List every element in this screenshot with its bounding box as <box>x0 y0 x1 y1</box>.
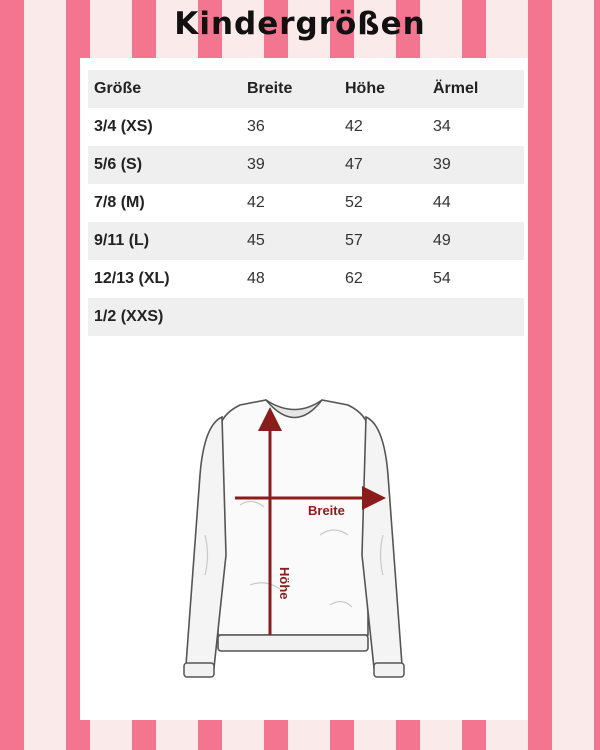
header-sleeve: Ärmel <box>433 80 479 97</box>
cell-sleeve: 54 <box>433 270 451 287</box>
cell-size: 1/2 (XXS) <box>94 308 164 325</box>
table-row <box>88 298 524 336</box>
width-label: Breite <box>308 503 345 518</box>
cell-sleeve: 39 <box>433 156 451 173</box>
cell-sleeve: 44 <box>433 194 451 211</box>
cell-size: 7/8 (M) <box>94 194 145 211</box>
cell-size: 12/13 (XL) <box>94 270 170 287</box>
header-height: Höhe <box>345 80 385 97</box>
page-title: Kindergrößen <box>174 6 426 42</box>
table-row <box>88 260 524 298</box>
table-header-row <box>88 70 524 108</box>
sweatshirt-icon <box>100 335 480 695</box>
cell-height: 52 <box>345 194 363 211</box>
cell-height: 47 <box>345 156 363 173</box>
header-width: Breite <box>247 80 293 97</box>
left-cuff <box>184 663 214 677</box>
cell-width: 36 <box>247 118 265 135</box>
sweatshirt-body <box>218 400 368 635</box>
hem-band <box>218 635 368 651</box>
cell-width: 39 <box>247 156 265 173</box>
cell-size: 9/11 (L) <box>94 232 150 249</box>
cell-height: 42 <box>345 118 363 135</box>
size-table <box>88 70 524 336</box>
table-row <box>88 222 524 260</box>
height-label: Höhe <box>277 567 292 600</box>
cell-sleeve: 34 <box>433 118 451 135</box>
header-size: Größe <box>94 80 142 97</box>
cell-height <box>339 298 427 336</box>
table-row <box>88 108 524 146</box>
cell-height: 62 <box>345 270 363 287</box>
title-band <box>0 0 600 58</box>
cell-sleeve: 49 <box>433 232 451 249</box>
cell-width <box>241 298 339 336</box>
cell-width: 45 <box>247 232 265 249</box>
cell-width: 42 <box>247 194 265 211</box>
sweatshirt-diagram <box>100 335 480 695</box>
cell-width: 48 <box>247 270 265 287</box>
cell-size: 3/4 (XS) <box>94 118 153 135</box>
table-row <box>88 146 524 184</box>
right-cuff <box>374 663 404 677</box>
table-row <box>88 184 524 222</box>
cell-height: 57 <box>345 232 363 249</box>
cell-size: 5/6 (S) <box>94 156 143 173</box>
cell-sleeve <box>427 298 524 336</box>
